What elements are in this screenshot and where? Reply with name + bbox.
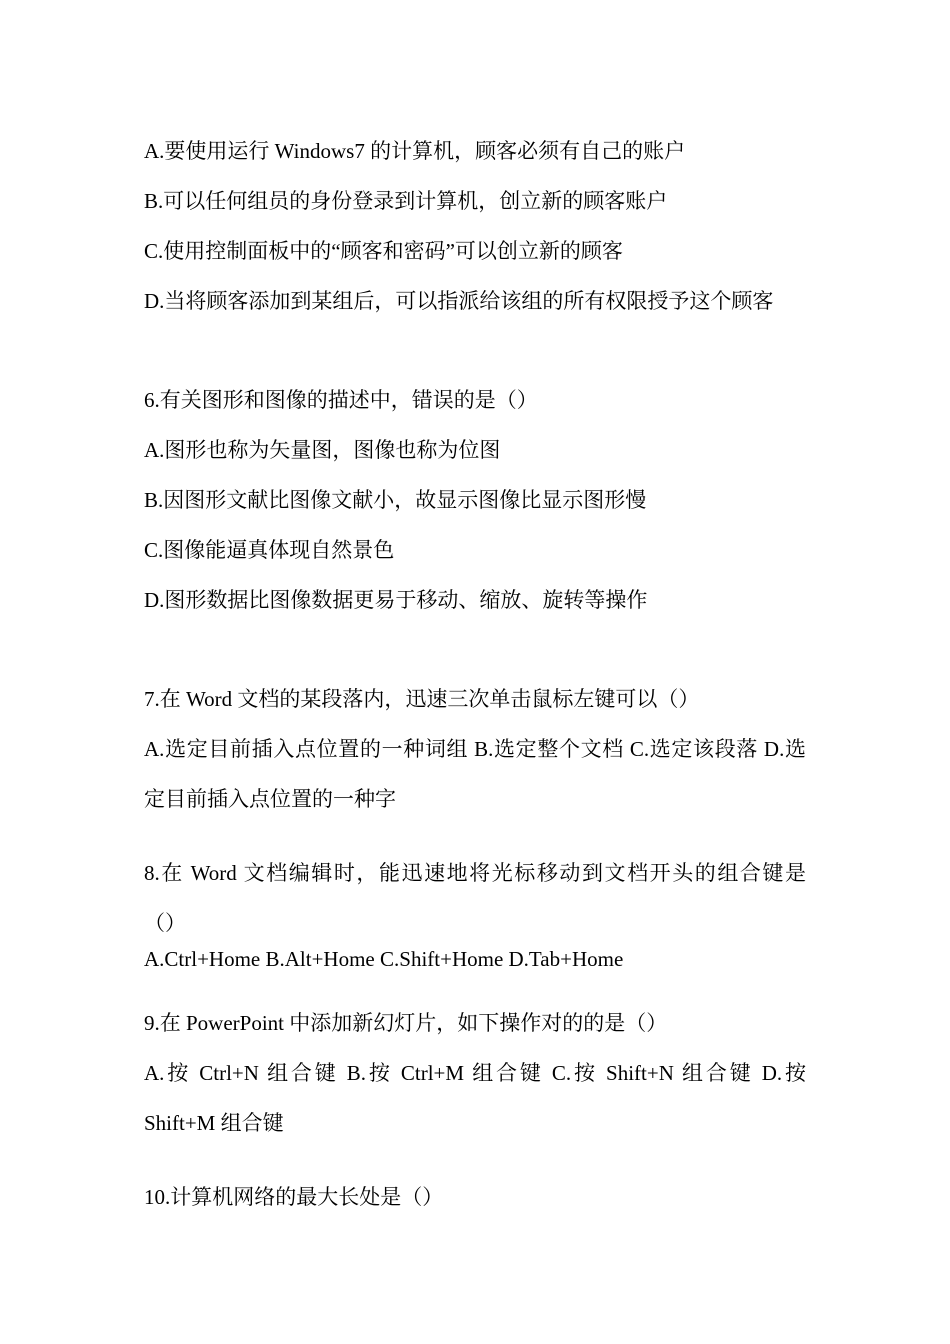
q5-option-a: A.要使用运行 Windows7 的计算机，顾客必须有自己的账户 bbox=[144, 139, 686, 163]
q9-options-line1: A.按 Ctrl+N 组合键 B.按 Ctrl+M 组合键 C.按 Shift+N 组合键 D.按 bbox=[144, 1061, 806, 1085]
q6-question: 6.有关图形和图像的描述中，错误的是（） bbox=[144, 388, 538, 412]
q8-options: A.Ctrl+Home B.Alt+Home C.Shift+Home D.Tab+Home bbox=[144, 947, 624, 971]
q6-option-a: A.图形也称为矢量图，图像也称为位图 bbox=[144, 438, 501, 462]
q5-option-d: D.当将顾客添加到某组后，可以指派给该组的所有权限授予这个顾客 bbox=[144, 289, 774, 313]
q10-question: 10.计算机网络的最大长处是（） bbox=[144, 1185, 444, 1209]
q9-question: 9.在 PowerPoint 中添加新幻灯片，如下操作对的的是（） bbox=[144, 1011, 668, 1035]
q6-option-c: C.图像能逼真体现自然景色 bbox=[144, 538, 395, 562]
q5-option-c: C.使用控制面板中的“顾客和密码”可以创立新的顾客 bbox=[144, 239, 623, 263]
q9-options-line2: Shift+M 组合键 bbox=[144, 1111, 284, 1135]
q8-question-line1: 8.在 Word 文档编辑时，能迅速地将光标移动到文档开头的组合键是 bbox=[144, 861, 806, 885]
q6-option-d: D.图形数据比图像数据更易于移动、缩放、旋转等操作 bbox=[144, 588, 648, 612]
q7-options-line1: A.选定目前插入点位置的一种词组 B.选定整个文档 C.选定该段落 D.选 bbox=[144, 737, 806, 761]
q7-question: 7.在 Word 文档的某段落内，迅速三次单击鼠标左键可以（） bbox=[144, 687, 700, 711]
q6-option-b: B.因图形文献比图像文献小，故显示图像比显示图形慢 bbox=[144, 488, 647, 512]
q7-options-line2: 定目前插入点位置的一种字 bbox=[144, 787, 396, 811]
q5-option-b: B.可以任何组员的身份登录到计算机，创立新的顾客账户 bbox=[144, 189, 668, 213]
q8-question-line2: （） bbox=[144, 911, 186, 935]
